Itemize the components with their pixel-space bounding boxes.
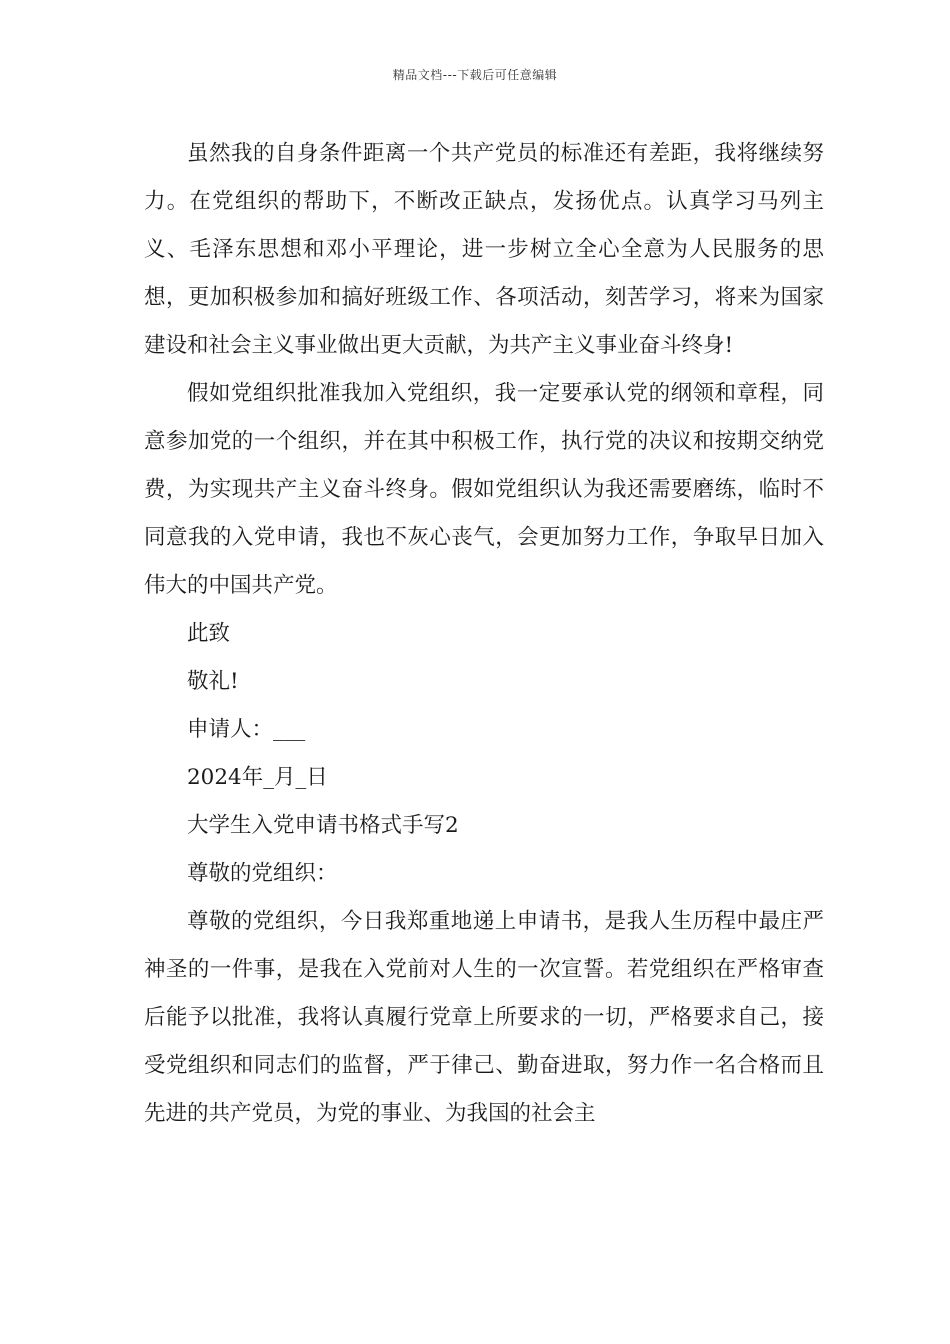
paragraph-commitment: 虽然我的自身条件距离一个共产党员的标准还有差距，我将继续努力。在党组织的帮助下，不断改正缺点，发扬优点。认真学习马列主义、毛泽东思想和邓小平理论，进一步树立全心全意为人民服务的思想，更加积极参加和搞好班级工作、各项活动，刻苦学习，将来为国家建设和社会主义事业做出更大贡献，为共产主义事业奋斗终身!	[144, 141, 824, 358]
closing-cizhi: 此致	[187, 621, 231, 646]
paragraph-pledge: 假如党组织批准我加入党组织，我一定要承认党的纲领和章程，同意参加党的一个组织，并在其中积极工作，执行党的决议和按期交纳党费，为实现共产主义奋斗终身。假如党组织认为我还需要磨练，临时不同意我的入党申请，我也不灰心丧气，会更加努力工作，争取早日加入伟大的中国共产党。	[144, 381, 824, 598]
document-body	[144, 130, 824, 1138]
applicant-line: 申请人：___	[187, 717, 306, 742]
section-title: 大学生入党申请书格式手写2	[187, 813, 459, 838]
salutation: 尊敬的党组织：	[187, 861, 338, 886]
page-header: 精品文档---下载后可任意编辑	[392, 68, 558, 82]
closing-jingli: 敬礼!	[187, 669, 239, 694]
date-line: 2024年_月_日	[187, 765, 328, 790]
paragraph-declaration: 尊敬的党组织，今日我郑重地递上申请书，是我人生历程中最庄严神圣的一件事，是我在入党前对人生的一次宣誓。若党组织在严格审查后能予以批准，我将认真履行党章上所要求的一切，严格要求自己，接受党组织和同志们的监督，严于律己、勤奋进取，努力作一名合格而且先进的共产党员，为党的事业、为我国的社会主	[144, 909, 824, 1126]
